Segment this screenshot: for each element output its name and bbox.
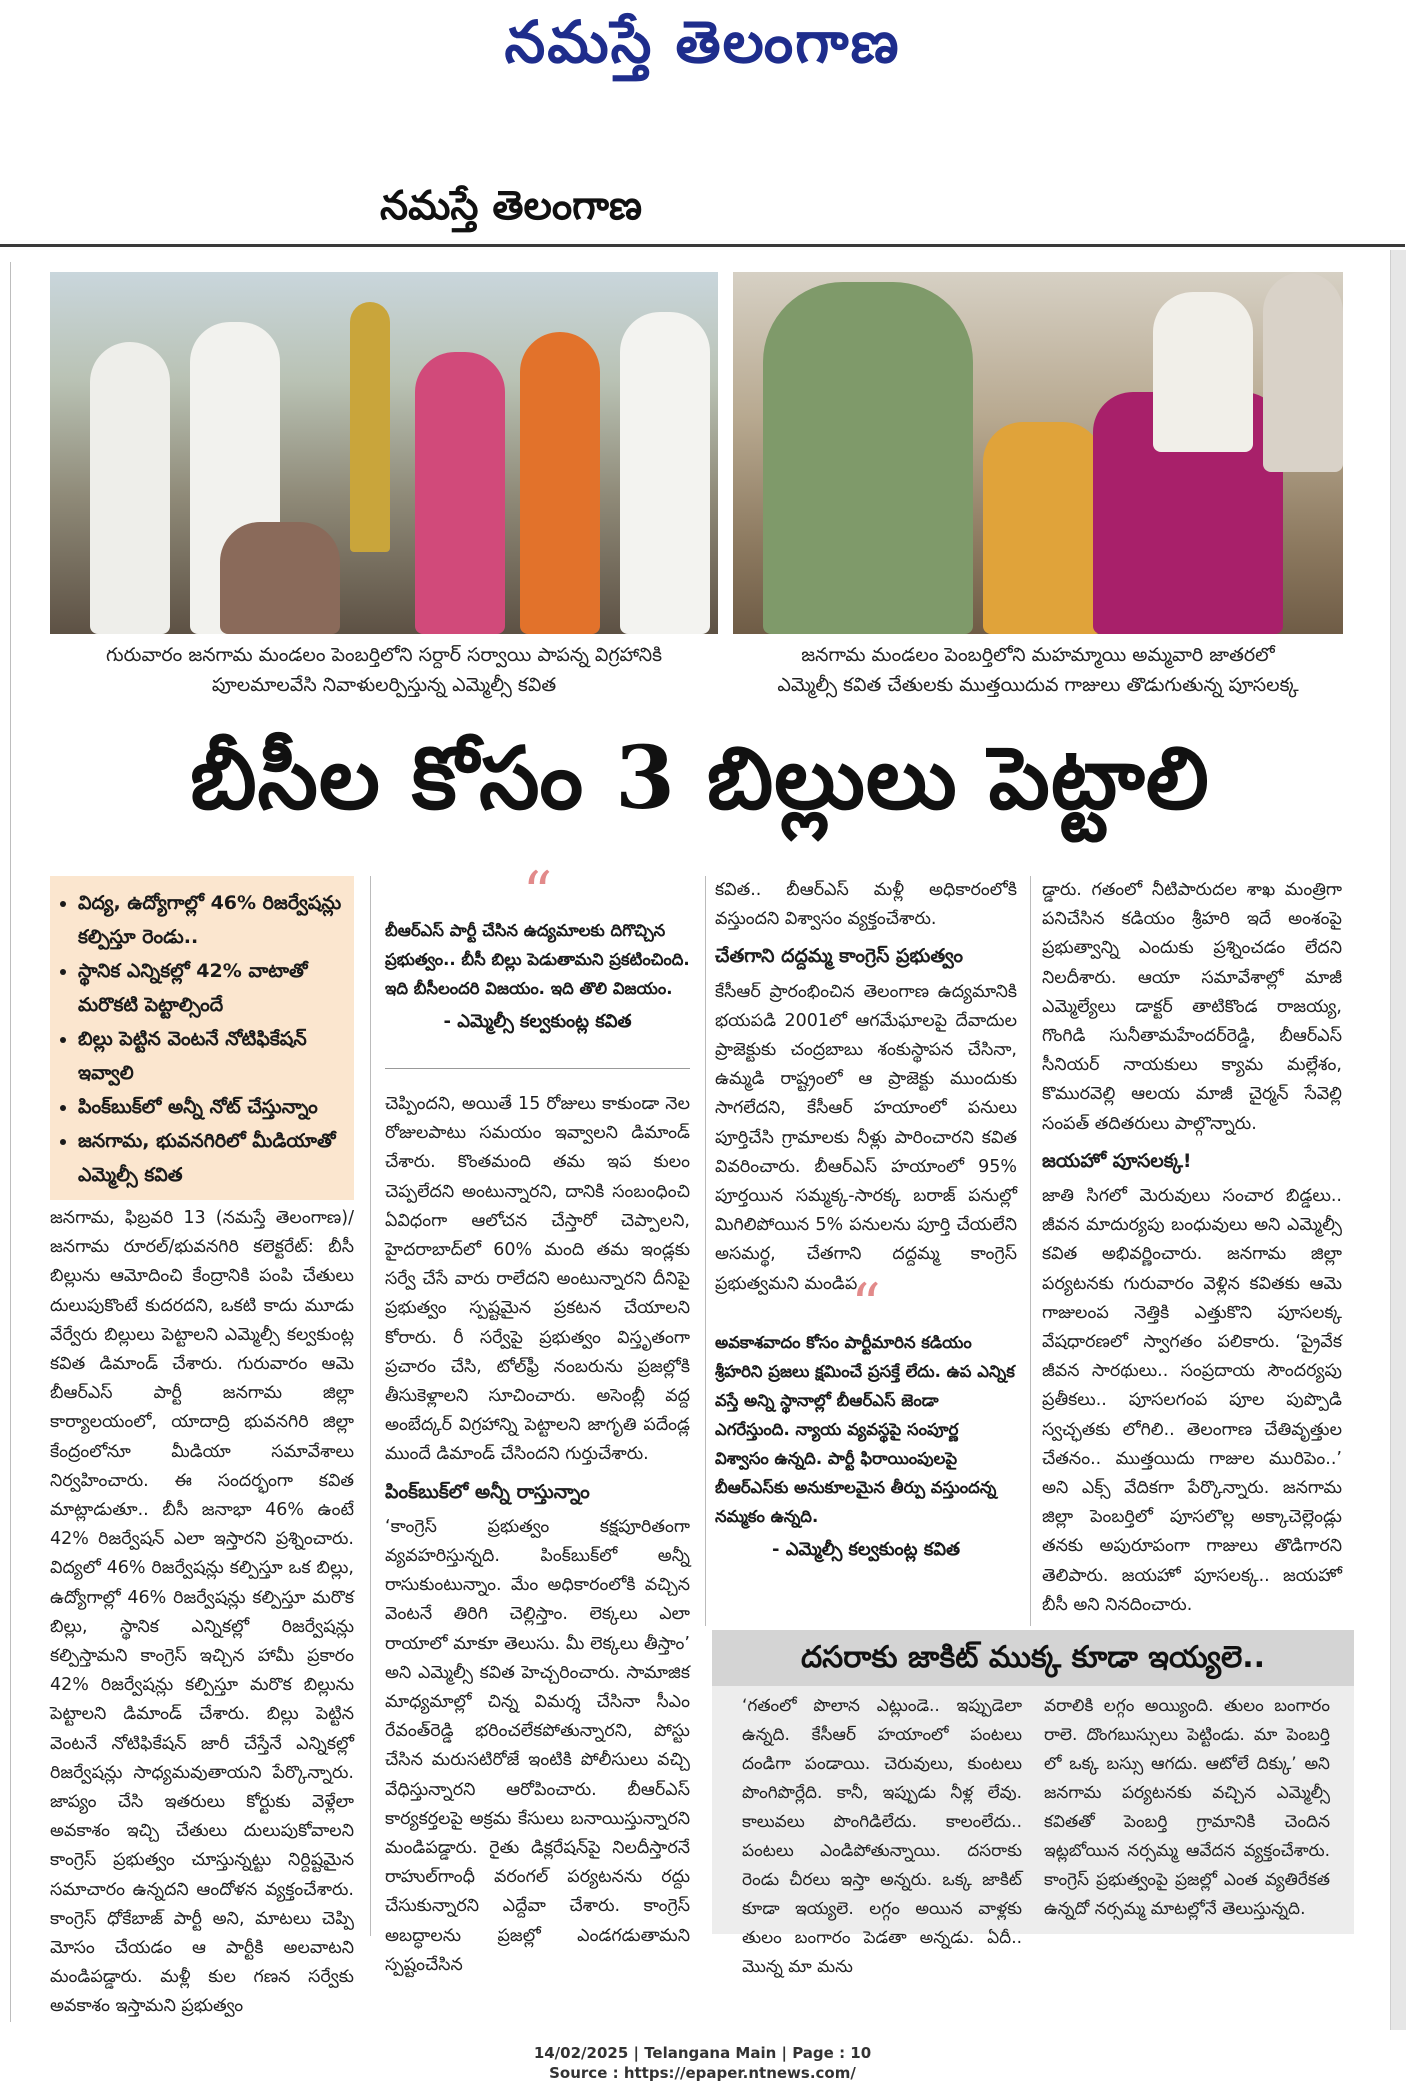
highlight-item: • జనగామ, భువనగిరిలో మీడియాతో ఎమ్మెల్సీ కవిత [78,1124,342,1192]
person-figure [620,312,710,634]
person-figure [1263,272,1343,472]
quote-text: బీఆర్‌ఎస్ పార్టీ చేసిన ఉద్యమాలకు దిగొచ్చిన ప్రభుత్వం.. బీసీ బిల్లు పెడుతామని ప్రకటించింది. ఇది బీసీలందరి విజయం. ఇది తొలి విజయం. [385,921,690,998]
highlight-item: • విద్య, ఉద్యోగాల్లో 46% రిజర్వేషన్లు కల్పిస్తూ రెండు.. [78,886,342,954]
article-text: కవిత.. బీఆర్‌ఎస్ మళ్లీ అధికారంలోకి వస్తుందని విశ్వాసం వ్యక్తంచేశారు. [715,880,1017,930]
right-page-edge [1390,250,1406,2030]
column-divider [1030,876,1031,1626]
quote-icon: “ [522,859,553,927]
subheading: జయహో పూసలక్క! [1042,1149,1192,1172]
footer [0,2043,1405,2083]
quote-rule [385,1068,690,1069]
column-divider [370,876,371,1936]
sidebar-box [712,1686,1354,1977]
photo-caption-right [733,640,1343,700]
footer-date-edition: 14/02/2025 | Telangana Main | Page : 10 [533,2044,872,2062]
quote-signature: - ఎమ్మెల్సీ కల్వకుంట్ల కవిత [771,1539,961,1560]
person-figure [220,522,340,634]
person-figure [90,342,170,634]
article-column-2 [385,1090,690,1975]
person-figure [520,332,600,634]
article-text: డ్డారు. గతంలో నీటిపారుదల శాఖ మంత్రిగా పనిచేసిన కడియం శ్రీహరి ఇదే అంశంపై ప్రభుత్వాన్ని ఎందుకు ప్రశ్నించడం లేదని నిలదీశారు. ఆయా సమావేశాల్లో మాజీ ఎమ్మెల్యేలు డాక్టర్ తాటికొండ రాజయ్య, గొంగిడి సునీతామహేందర్‌రెడ్డి, బీఆర్‌ఎస్ సీనియర్ నాయకులు క్యామ మల్లేశం, కొమురవెల్లి ఆలయ మాజీ చైర్మన్ సేవెల్లి సంపత్ తదితరులు పాల్గొన్నారు. [1042,880,1342,1134]
highlight-item: • స్థానిక ఎన్నికల్లో 42% వాటాతో మరొకటి పెట్టాల్సిందే [78,954,342,1022]
quote-text: అవకాశవాదం కోసం పార్టీమారిన కడియం శ్రీహరిని ప్రజలు క్షమించే ప్రసక్తే లేదు. ఉప ఎన్నిక వస్తే అన్ని స్థానాల్లో బీఆర్‌ఎస్ జెండా ఎగరేస్తుంది. న్యాయ వ్యవస్థపై సంపూర్ణ విశ్వాసం ఉన్నది. పార్టీ ఫిరాయింపులపై బీఆర్‌ఎస్‌కు అనుకూలమైన తీర్పు వస్తుందన్న నమ్మకం ఉన్నది. [715,1333,1015,1526]
header-rule [0,244,1405,247]
statue-figure [350,302,390,552]
article-text: జనగామ, ఫిబ్రవరి 13 (నమస్తే తెలంగాణ)/జనగామ రూరల్/భువనగిరి కలెక్టరేట్: బీసీ బిల్లును ఆమోదించి కేంద్రానికి పంపి చేతులు దులుపుకొంటే కుదరదని, ఒకటి కాదు మూడు వేర్వేరు బిల్లులు పెట్టాలని ఎమ్మెల్సీ కల్వకుంట్ల కవిత డిమాండ్ చేశారు. గురువారం ఆమె బీఆర్‌ఎస్ పార్టీ జనగామ జిల్లా కార్యాలయంలో, యాదాద్రి భువనగిరి జిల్లా కేంద్రంలోనూ మీడియా సమావేశాలు నిర్వహించారు. ఈ సందర్భంగా కవిత మాట్లాడుతూ.. బీసీ జనాభా 46% ఉంటే 42% రిజర్వేషన్ ఎలా ఇస్తారని ప్రశ్నించారు. విద్యలో 46% రిజర్వేషన్లు కల్పిస్తూ ఒక బిల్లు, ఉద్యోగాల్లో 46% రిజర్వేషన్లు కల్పిస్తూ మరొక బిల్లు, స్థానిక ఎన్నికల్లో రిజర్వేషన్లు కల్పిస్తామని కాంగ్రెస్ ఇచ్చిన హామీ ప్రకారం 42% రిజర్వేషన్లు కల్పిస్తూ మరొక బిల్లును పెట్టాలని డిమాండ్ చేశారు. బిల్లు పెట్టిన వెంటనే నోటిఫికేషన్ జారీ చేస్తేనే ఎన్నికల్లో రిజర్వేషన్లు సాధ్యమవుతాయని పేర్కొన్నారు. జాప్యం చేసి ఇతరులు కోర్టుకు వెళ్లేలా అవకాశం ఇచ్చి చేతులు దులుపుకోవాలని కాంగ్రెస్ ప్రభుత్వం చూస్తున్నట్టు నిర్దిష్టమైన సమాచారం ఉన్నదని ఆందోళన వ్యక్తంచేశారు. కాంగ్రెస్ ధోకేబాజ్ పార్టీ అని, మాటలు చెప్పి మోసం చేయడం ఆ పార్టీకి అలవాటని మండిపడ్డారు. మళ్లీ కుల గణన సర్వేకు అవకాశం ఇస్తామని ప్రభుత్వం [50,1208,354,2017]
headline: బీసీల కోసం 3 బిల్లులు పెట్టాలి [190,728,1210,829]
person-figure [983,422,1103,634]
article-text: చెప్పిందని, అయితే 15 రోజులు కాకుండా నెల రోజులపాటు సమయం ఇవ్వాలని డిమాండ్ చేశారు. కొంతమంది తమ ఇప కులం చెప్పలేదని అంటున్నారని, దానికి సంబంధించి ఏవిధంగా ఆలోచన చేస్తారో చెప్పాలని, హైదరాబాద్‌లో 60% మంది తమ ఇండ్లకు సర్వే చేసే వారు రాలేదని అంటున్నారని దీనిపై ప్రభుత్వం స్పష్టమైన ప్రకటన చేయాలని కోరారు. రీ సర్వేపై ప్రభుత్వం విస్తృతంగా ప్రచారం చేసి, టోల్‌ఫ్రీ నంబరును ప్రజల్లోకి తీసుకెళ్లాలని సూచించారు. అసెంబ్లీ వద్ద అంబేద్కర్ విగ్రహాన్ని పెట్టాలని జాగృతి పదేండ్ల ముందే డిమాండ్ చేసిందని గుర్తుచేశారు. [385,1094,690,1465]
left-page-edge [0,262,11,2022]
person-figure [763,282,973,634]
article-text: ‘కాంగ్రెస్ ప్రభుత్వం కక్షపూరితంగా వ్యవహరిస్తున్నది. పింక్‌బుక్‌లో అన్నీ రాసుకుంటున్నాం. మేం అధికారంలోకి వచ్చిన వెంటనే తిరిగి చెల్లిస్తాం. లెక్కలు ఎలా రాయాలో మాకూ తెలుసు. మీ లెక్కలు తీస్తాం’ అని ఎమ్మెల్సీ కవిత హెచ్చరించారు. సామాజిక మాధ్యమాల్లో చిన్న విమర్శ చేసినా సీఎం రేవంత్‌రెడ్డి భరించలేకపోతున్నారని, పోస్టు చేసిన మరుసటిరోజే ఇంటికి పోలీసులు వచ్చి వేధిస్తున్నారని ఆరోపించారు. బీఆర్‌ఎస్ కార్యకర్తలపై అక్రమ కేసులు బనాయిస్తున్నారని మండిపడ్డారు. రైతు డిక్లరేషన్‌పై నిలదీస్తారనే రాహుల్‌గాంధీ వరంగల్ పర్యటనను రద్దు చేసుకున్నారని ఎద్దేవా చేశారు. కాంగ్రెస్ అబద్ధాలను ప్రజల్లో ఎండగడుతామని స్పష్టంచేసిన [385,1516,690,1975]
masthead-logo: నమస్తే తెలంగాణ [504,8,901,76]
quote-icon: “ [851,1271,881,1339]
photo-statue-garland [50,272,718,634]
caption-line: ఎమ్మెల్సీ కవిత చేతులకు ముత్తయిదువ గాజులు తొడుగుతున్న పూసలక్క [777,674,1299,696]
article-text: జాతి సిగలో మెరువులు సంచార బిడ్డలు.. జీవన మాదుర్యపు బంధువులు అని ఎమ్మెల్సీ కవిత అభివర్ణించారు. జనగామ జిల్లా పర్యటనకు గురువారం వెళ్లిన కవితకు ఆమె గాజులంప నెత్తికి ఎత్తుకొని పూసలక్క వేషధారణలో స్వాగతం పలికారు. ‘ప్రైవేక జీవన సారథులు.. సంప్రదాయ సౌందర్యపు ప్రతీకలు.. పూసలగంప పూల పుప్పొడి స్వచ్ఛతకు లోగిలి.. తెలంగాణ చేతివృత్తుల చేతనం.. ముత్తయిదు గాజుల మురిపెం..’ అని ఎక్స్ వేదికగా పేర్కొన్నారు. జనగామ జిల్లా పెంబర్తిలో పూసలొల్ల అక్కాచెల్లెండ్లు తనకు అపురూపంగా గాజులు తొడిగారని తెలిపారు. జయహో పూసలక్క.. జయహో బీసీ అని నినదించారు. [1042,1186,1342,1615]
sidebar-text-left: ‘గతంలో పొలాన ఎట్లుండె.. ఇప్పుడెలా ఉన్నది. కేసీఆర్ హయాంలో పంటలు దండిగా పండాయి. చెరువులు, కుంటలు పొంగిపొర్లేది. కానీ, ఇప్పుడు నీళ్ల లేవు. కాలువలు పొంగిడిలేదు. కాలంలేదు.. పంటలు ఎండిపోతున్నాయి. దసరాకు రెండు చీరలు ఇస్తా అన్నరు. ఒక్క జాకిట్ కూడా ఇయ్యలె. లగ్గం అయిన వాళ్లకు తులం బంగారం పెడతా అన్నడు. ఏదీ.. మొన్న మా మను [742,1696,1022,1977]
photo-bangles-ceremony [733,272,1343,634]
caption-line: జనగామ మండలం పెంబర్తిలోని మహమ్మాయి అమ్మవారి జాతరలో [801,644,1275,666]
column-divider [705,876,706,1626]
article-column-1 [50,1204,354,2017]
article-text: కేసీఆర్ ప్రారంభించిన తెలంగాణ ఉద్యమానికి భయపడి 2001లో ఆగమేఘాలపై దేవాదుల ప్రాజెక్టుకు చంద్రబాబు శంకుస్థాపన చేసినా, ఉమ్మడి రాష్ట్రంలో ఆ ప్రాజెక్టు ముందుకు సాగలేదని, కేసీఆర్ హయాంలో పనులు పూర్తిచేసి గ్రామాలకు నీళ్లు పారించారని కవిత వివరించారు. బీఆర్‌ఎస్ హయాంలో 95% పూర్తయిన సమ్మక్క-సారక్క బరాజ్ పనుల్లో మిగిలిపోయిన 5% పనులను పూర్తి చేయలేని అసమర్థ, చేతగాని దద్దమ్మ కాంగ్రెస్ ప్రభుత్వమని మండిప [715,981,1017,1294]
sidebar-text-right: వరాలికి లగ్గం అయ్యింది. తులం బంగారం రాలె. దొంగబుస్సులు పెట్టిండు. మా పెంబర్తి లో ఒక్క బస్సు ఆగదు. ఆటోలే దిక్కు’ అని జనగామ పర్యటనకు వచ్చిన ఎమ్మెల్సీ కవితతో పెంబర్తి గ్రామానికి చెందిన ఇట్లబోయిన నర్సమ్మ ఆవేదన వ్యక్తంచేశారు. కాంగ్రెస్ ప్రభుత్వంపై ప్రజల్లో ఎంత వ్యతిరేకత ఉన్నదో నర్సమ్మ మాటల్లోనే తెలుస్తున్నది. [1044,1696,1330,1919]
highlight-item: • బిల్లు పెట్టిన వెంటనే నోటిఫికేషన్ ఇవ్వాలి [78,1022,342,1090]
subheading: పింక్‌బుక్‌లో అన్నీ రాస్తున్నాం [385,1480,590,1503]
highlight-item: • పింక్‌బుక్‌లో అన్నీ నోట్ చేస్తున్నాం [78,1090,342,1124]
highlights-box [50,876,354,1200]
pull-quote-1 [385,859,690,1065]
page-header: నమస్తే తెలంగాణ [380,182,643,229]
pull-quote-2 [715,1271,1017,1622]
sidebar-box-title: దసరాకు జాకిట్ ముక్క కూడా ఇయ్యలె.. [712,1630,1354,1686]
person-figure [415,352,505,634]
caption-line: పూలమాలవేసి నివాళులర్పిస్తున్న ఎమ్మెల్సీ కవిత [211,674,557,696]
article-column-3 [715,876,1017,1294]
caption-line: గురువారం జనగామ మండలం పెంబర్తిలోని సర్దార్ సర్వాయి పాపన్న విగ్రహానికి [105,644,663,666]
quote-signature: - ఎమ్మెల్సీ కల్వకుంట్ల కవిత [443,1011,632,1032]
person-figure [1153,292,1253,452]
article-column-4 [1042,876,1342,1626]
footer-source: Source : https://epaper.ntnews.com/ [549,2064,856,2082]
photo-caption-left [50,640,718,700]
subheading: చేతగాని దద్దమ్మ కాంగ్రెస్ ప్రభుత్వం [715,945,963,968]
